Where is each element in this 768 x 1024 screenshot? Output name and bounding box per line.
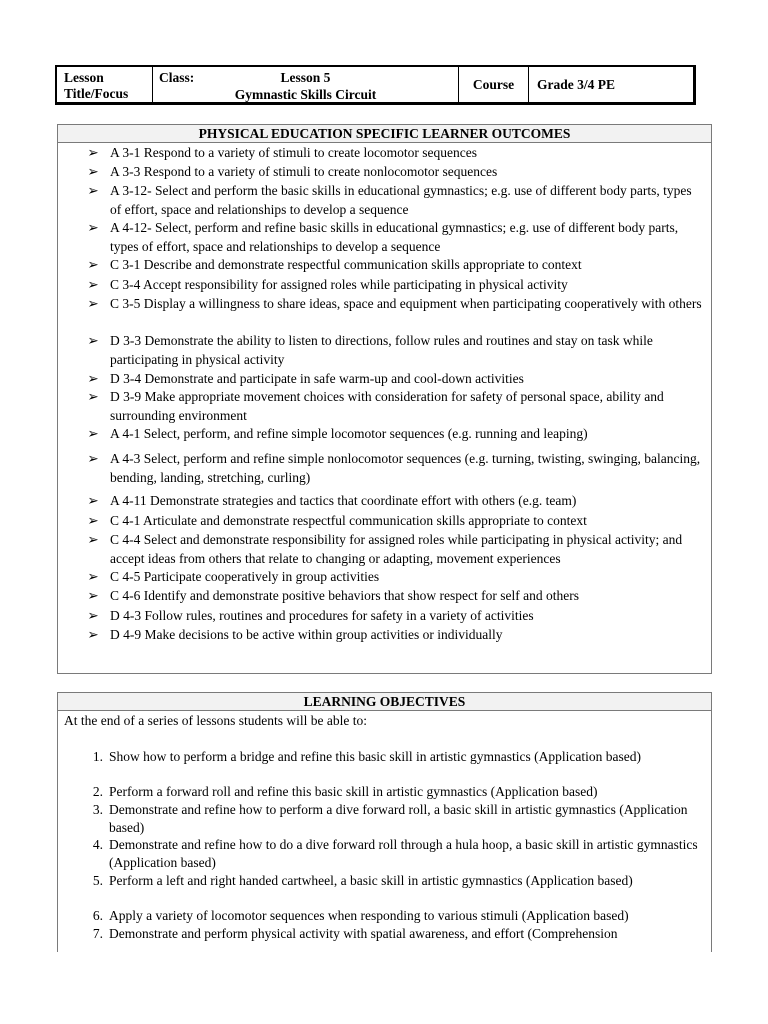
arrow-bullet-icon: ➢ <box>87 277 99 292</box>
lesson-focus: Gymnastic Skills Circuit <box>234 87 377 102</box>
lesson-header-table <box>55 65 696 105</box>
arrow-bullet-icon: ➢ <box>87 569 99 584</box>
arrow-bullet-icon: ➢ <box>87 164 99 179</box>
list-item: ➢ C 4-5 Participate cooperatively in group activities <box>110 568 706 587</box>
course-value: Grade 3/4 PE <box>537 76 615 92</box>
class-label: Class: <box>159 70 195 85</box>
list-item: 1. Show how to perform a bridge and refine this basic skill in artistic gymnastics (Application based) <box>92 749 642 764</box>
list-item: ➢ D 4-3 Follow rules, routines and procedures for safety in a variety of activities <box>110 607 706 626</box>
objectives-title: LEARNING OBJECTIVES <box>58 693 711 711</box>
list-item: 3. Demonstrate and refine how to perform a dive forward roll, a basic skill in artistic gymnastics (Application based) <box>92 802 688 835</box>
arrow-bullet-icon: ➢ <box>87 183 99 198</box>
list-item: ➢ D 4-9 Make decisions to be active within group activities or individually <box>110 626 706 645</box>
list-item: 5. Perform a left and right handed cartwheel, a basic skill in artistic gymnastics (Application based) <box>92 873 633 888</box>
list-item: ➢ A 4-12- Select, perform and refine basic skills in educational gymnastics; e.g. use of different body parts, types of effort, space and relationships to develop a sequence <box>87 220 679 254</box>
arrow-bullet-icon: ➢ <box>87 371 99 386</box>
objectives-intro: At the end of a series of lessons students will be able to: <box>64 713 367 728</box>
arrow-bullet-icon: ➢ <box>87 426 99 441</box>
list-item: 7. Demonstrate and perform physical activity with spatial awareness, and effort (Comprehension <box>92 926 618 941</box>
lesson-name: Lesson 5 <box>280 70 331 85</box>
arrow-bullet-icon: ➢ <box>87 513 99 528</box>
list-item: ➢ C 4-6 Identify and demonstrate positive behaviors that show respect for self and others <box>110 587 706 606</box>
arrow-bullet-icon: ➢ <box>87 389 99 404</box>
list-item: ➢ A 4-1 Select, perform, and refine simple locomotor sequences (e.g. running and leaping) <box>110 425 706 444</box>
list-item: ➢ D 3-3 Demonstrate the ability to listen to directions, follow rules and routines and stay on task while participating in physical activity <box>87 333 653 367</box>
list-item: 6. Apply a variety of locomotor sequences when responding to various stimuli (Application based) <box>92 908 629 923</box>
arrow-bullet-icon: ➢ <box>87 257 99 272</box>
learning-objectives-section <box>57 692 712 952</box>
arrow-bullet-icon: ➢ <box>87 532 99 547</box>
learner-outcomes-section <box>57 124 712 674</box>
list-item: ➢ A 3-1 Respond to a variety of stimuli to create locomotor sequences <box>110 144 706 163</box>
arrow-bullet-icon: ➢ <box>87 296 99 311</box>
arrow-bullet-icon: ➢ <box>87 220 99 235</box>
arrow-bullet-icon: ➢ <box>87 451 99 466</box>
list-item: ➢ A 4-11 Demonstrate strategies and tactics that coordinate effort with others (e.g. team) <box>110 492 706 511</box>
arrow-bullet-icon: ➢ <box>87 588 99 603</box>
list-item: ➢ A 4-3 Select, perform and refine simple nonlocomotor sequences (e.g. turning, twisting, swinging, balancing, bending, landing, stretching, curling) <box>87 451 701 485</box>
lesson-title-label: Lesson Title/Focus <box>57 67 153 102</box>
class-cell <box>153 67 459 102</box>
arrow-bullet-icon: ➢ <box>87 145 99 160</box>
list-item: ➢ D 3-4 Demonstrate and participate in safe warm-up and cool-down activities <box>110 370 706 389</box>
list-item: ➢ A 3-3 Respond to a variety of stimuli to create nonlocomotor sequences <box>110 163 706 182</box>
list-item: 4. Demonstrate and refine how to do a dive forward roll through a hula hoop, a basic skill in artistic gymnastics (Application based) <box>92 837 698 870</box>
list-item: ➢ C 3-4 Accept responsibility for assigned roles while participating in physical activity <box>110 276 706 295</box>
list-item: ➢ C 4-4 Select and demonstrate responsibility for assigned roles while participating in physical activity; and accept ideas from others that relate to changing or adapting, movement experiences <box>87 532 683 566</box>
list-item: ➢ D 3-9 Make appropriate movement choices with consideration for safety of personal space, ability and surrounding environment <box>87 389 664 423</box>
outcomes-title: PHYSICAL EDUCATION SPECIFIC LEARNER OUTCOMES <box>58 125 711 143</box>
course-label: Course <box>459 67 529 102</box>
list-item: ➢ A 3-12- Select and perform the basic skills in educational gymnastics; e.g. use of different body parts, types of effort, space and relationships to develop a sequence <box>87 183 692 217</box>
arrow-bullet-icon: ➢ <box>87 627 99 642</box>
arrow-bullet-icon: ➢ <box>87 333 99 348</box>
list-item: ➢ C 4-1 Articulate and demonstrate respectful communication skills appropriate to context <box>110 512 706 531</box>
arrow-bullet-icon: ➢ <box>87 493 99 508</box>
list-item: 2. Perform a forward roll and refine this basic skill in artistic gymnastics (Application based) <box>92 784 598 799</box>
arrow-bullet-icon: ➢ <box>87 608 99 623</box>
list-item: ➢ C 3-5 Display a willingness to share ideas, space and equipment when participating cooperatively with others <box>110 295 706 314</box>
list-item: ➢ C 3-1 Describe and demonstrate respectful communication skills appropriate to context <box>110 256 706 275</box>
